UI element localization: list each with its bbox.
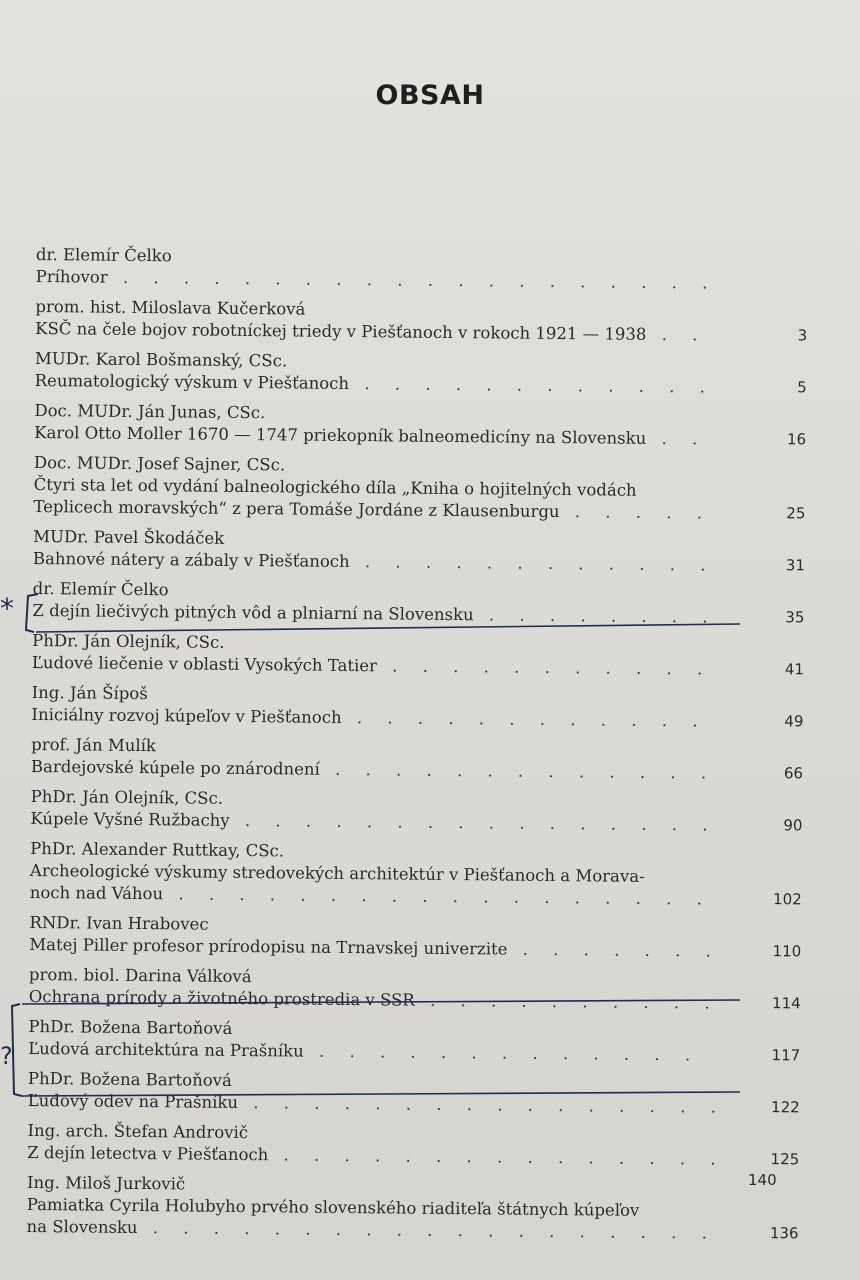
entry-page-number: 90 bbox=[783, 816, 803, 835]
entry-title-text: na Slovensku bbox=[26, 1216, 138, 1238]
toc-entry bbox=[35, 348, 815, 399]
entry-title-text: Čtyri sta let od vydání balneologického díla „Kniha o hojitelných vodách bbox=[33, 474, 637, 500]
page-number-final: 140 bbox=[748, 1171, 777, 1189]
toc-entry bbox=[36, 244, 816, 295]
entry-title-text: Bardejovské kúpele po znárodnení bbox=[30, 756, 320, 779]
leader-dots: . . bbox=[646, 324, 708, 345]
leader-dots: . . . . . . . . . . . . . bbox=[303, 1041, 701, 1065]
toc-entry bbox=[34, 400, 814, 451]
margin-question-mark: ? bbox=[0, 1042, 13, 1070]
toc-entry bbox=[27, 1120, 807, 1171]
toc-entry bbox=[31, 682, 811, 733]
entry-author: PhDr. Ján Olejník, CSc. bbox=[32, 630, 225, 652]
entry-author: dr. Elemír Čelko bbox=[35, 244, 172, 266]
leader-dots: . . . . . . . . . . . . . bbox=[319, 759, 717, 783]
toc-entry bbox=[30, 838, 811, 911]
entry-title-text: Karol Otto Moller 1670 — 1747 priekopník balneomedicíny na Slovensku bbox=[34, 422, 647, 448]
toc-entry bbox=[32, 578, 812, 629]
entry-title-text: Z dejín liečivých pitných vôd a plniarní na Slovensku bbox=[32, 600, 474, 625]
entry-title-text: Archeologické výskumy stredovekých architektúr v Piešťanoch a Morava- bbox=[29, 860, 645, 886]
entry-page-number: 49 bbox=[784, 712, 804, 731]
bracket-mark-2 bbox=[12, 1004, 22, 1096]
entry-title-text: KSČ na čele bojov robotníckej triedy v Piešťanoch v rokoch 1921 — 1938 bbox=[35, 318, 647, 344]
entry-title-text: Pamiatka Cyrila Holubyho prvého slovenského riaditeľa štátnych kúpeľov bbox=[26, 1194, 640, 1220]
entry-title-text: Ľudové liečenie v oblasti Vysokých Tatier bbox=[31, 652, 378, 676]
leader-dots: . . . . . . . . bbox=[473, 605, 718, 627]
leader-dots: . . . . . . . . . . . . bbox=[349, 374, 716, 397]
toc-entry bbox=[32, 630, 812, 681]
entry-title-text: Ľudový odev na Prašníku bbox=[27, 1090, 239, 1112]
entry-author: PhDr. Ján Olejník, CSc. bbox=[30, 786, 224, 808]
entry-page-number: 3 bbox=[797, 326, 808, 345]
entry-page-number: 5 bbox=[797, 378, 807, 397]
leader-dots: . . . . . . . . . . . . . . . . . . . . bbox=[107, 267, 718, 293]
entry-author: PhDr. Alexander Ruttkay, CSc. bbox=[30, 838, 285, 861]
leader-dots: . . . . . . . . . . . . bbox=[349, 552, 716, 575]
leader-dots: . . . . . . . . . . . . . . . . bbox=[229, 810, 718, 835]
toc-entry bbox=[28, 1068, 808, 1119]
toc-entry bbox=[29, 912, 809, 963]
leader-dots: . . . . . . . . . . . . . . . . bbox=[238, 1092, 727, 1117]
toc-entry bbox=[33, 452, 814, 525]
toc-entry bbox=[29, 964, 809, 1015]
entry-title-text: Príhovor bbox=[35, 266, 108, 287]
entry-author: Ing. Miloš Jurkovič bbox=[26, 1172, 186, 1194]
leader-dots: . . . . . . . . . . . bbox=[376, 656, 713, 679]
entry-title-text: Ľudová architektúra na Prašníku bbox=[28, 1038, 304, 1061]
entry-page-number: 136 bbox=[769, 1224, 799, 1243]
entry-author: Ing. Ján Šípoš bbox=[31, 682, 148, 704]
leader-dots: . . . . . bbox=[559, 502, 713, 523]
entry-page-number: 66 bbox=[783, 764, 804, 783]
entry-page-number: 125 bbox=[770, 1150, 800, 1169]
entry-title-text: Reumatologický výskum v Piešťanoch bbox=[34, 370, 350, 394]
entry-author: Ing. arch. Štefan Androvič bbox=[27, 1120, 249, 1143]
entry-author: PhDr. Božena Bartoňová bbox=[27, 1068, 232, 1090]
entry-title-text: Matej Piller profesor prírodopisu na Trnavskej univerzite bbox=[29, 934, 508, 959]
entry-author: MUDr. Karol Bošmanský, CSc. bbox=[34, 348, 288, 371]
table-of-contents bbox=[26, 244, 816, 1253]
entry-page-number: 114 bbox=[772, 994, 801, 1013]
leader-dots: . . . . . . . bbox=[507, 939, 721, 961]
leader-dots: . . . . . . . . . . bbox=[414, 990, 720, 1013]
entry-title-text: Ochrana prírody a životného prostredia v SSR bbox=[28, 986, 415, 1010]
entry-page-number: 25 bbox=[786, 504, 806, 523]
leader-dots: . . . . . . . . . . . . . . . bbox=[268, 1145, 726, 1169]
leader-dots: . . . . . . . . . . . . . . . . . . . bbox=[137, 1218, 717, 1243]
entry-title-text: noch nad Váhou bbox=[29, 882, 164, 904]
entry-page-number: 31 bbox=[785, 556, 806, 575]
toc-entry bbox=[31, 734, 811, 785]
leader-dots: . . . . . . . . . . . . . . . . . . bbox=[163, 884, 713, 909]
entry-author: RNDr. Ivan Hrabovec bbox=[29, 912, 209, 934]
entry-page-number: 117 bbox=[771, 1046, 801, 1065]
entry-page-number: 41 bbox=[784, 660, 805, 679]
entry-title-text: Kúpele Vyšné Ružbachy bbox=[30, 808, 230, 830]
entry-author: MUDr. Pavel Škodáček bbox=[33, 526, 225, 548]
toc-entry bbox=[33, 526, 813, 577]
entry-author: prom. hist. Miloslava Kučerková bbox=[35, 296, 306, 319]
entry-title-text: Z dejín letectva v Piešťanoch bbox=[27, 1142, 269, 1165]
entry-title-text: Bahnové nátery a zábaly v Piešťanoch bbox=[32, 548, 350, 572]
toc-entry bbox=[28, 1016, 808, 1067]
leader-dots: . . . . . . . . . . . . bbox=[341, 707, 708, 731]
entry-author: Doc. MUDr. Josef Sajner, CSc. bbox=[33, 452, 286, 475]
asterisk-mark: * bbox=[0, 592, 14, 625]
entry-author: dr. Elemír Čelko bbox=[32, 578, 169, 600]
entry-author: PhDr. Božena Bartoňová bbox=[28, 1016, 233, 1038]
entry-author: prom. biol. Darina Válková bbox=[28, 964, 252, 987]
leader-dots: . . bbox=[646, 428, 708, 449]
entry-page-number: 35 bbox=[785, 608, 805, 627]
entry-author: prof. Ján Mulík bbox=[31, 734, 157, 756]
page-title: OBSAH bbox=[375, 80, 485, 111]
entry-page-number: 16 bbox=[786, 430, 807, 449]
toc-entry bbox=[26, 1172, 807, 1245]
entry-page-number: 122 bbox=[771, 1098, 800, 1117]
entry-page-number: 110 bbox=[772, 942, 802, 961]
toc-entry bbox=[35, 296, 815, 347]
entry-title-text: Iniciálny rozvoj kúpeľov v Piešťanoch bbox=[31, 704, 342, 727]
toc-entry bbox=[30, 786, 810, 837]
entry-page-number: 102 bbox=[773, 890, 802, 909]
entry-author: Doc. MUDr. Ján Junas, CSc. bbox=[34, 400, 266, 423]
entry-title-text: Teplicech moravských“ z pera Tomáše Jordáne z Klausenburgu bbox=[33, 496, 560, 522]
